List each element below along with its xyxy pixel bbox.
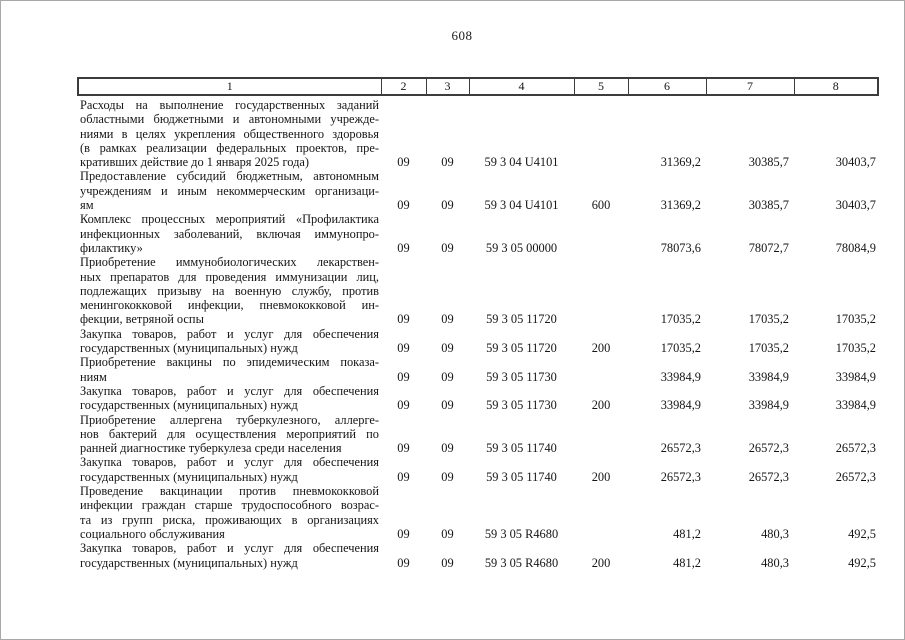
subsection-code-cell: 09 — [441, 312, 454, 327]
description-line: Расходы на выполнение государственных заданий — [80, 98, 379, 112]
description-line: ранней диагностике туберкулеза среди населения — [80, 441, 342, 456]
description-line: Закупка товаров, работ и услуг для обеспечения — [80, 326, 379, 341]
subsection-code-cell: 09 — [441, 369, 454, 384]
section-code-cell: 09 — [397, 240, 410, 255]
target-item-code-cell: 59 3 05 R4680 — [484, 526, 559, 541]
subsection-code-cell: 09 — [441, 526, 454, 541]
description-line: Предоставление субсидий бюджетным, автономным — [80, 169, 379, 184]
description-line: Проведение вакцинации против пневмококковой — [80, 484, 379, 499]
amount-col7-cell: 17035,2 — [748, 312, 789, 327]
column-header-7: 7 — [706, 78, 794, 95]
column-header-2: 2 — [381, 78, 426, 95]
amount-col8-cell: 33984,9 — [835, 369, 876, 384]
section-code-cell: 09 — [397, 155, 410, 170]
subsection-code-cell: 09 — [441, 341, 454, 356]
section-code-cell: 09 — [397, 369, 410, 384]
description-line: ям — [80, 198, 94, 213]
amount-col6-cell: 481,2 — [673, 526, 701, 541]
description-cell — [78, 255, 381, 326]
expense-type-code-cell — [574, 212, 628, 255]
table-row — [78, 484, 878, 541]
amount-col7-cell: 480,3 — [761, 526, 789, 541]
description-line: фекции, ветряной оспы — [80, 312, 204, 327]
budget-table — [77, 77, 879, 570]
description-cell — [78, 327, 381, 356]
amount-col6-cell: 31369,2 — [660, 198, 701, 213]
target-item-code-cell: 59 3 04 U4101 — [484, 198, 559, 213]
expense-type-code-cell: 200 — [591, 555, 611, 570]
description-line: учреждениям и иным некоммерческим организаци- — [80, 183, 379, 198]
description-line: та из групп риска, проживающих в организациях — [80, 512, 379, 527]
amount-col6-cell: 31369,2 — [660, 155, 701, 170]
description-line: ных препаратов для проведения иммунизации лиц, — [80, 269, 379, 284]
amount-col8-cell: 78084,9 — [835, 240, 876, 255]
table-row — [78, 384, 878, 413]
target-item-code-cell: 59 3 05 11730 — [486, 369, 557, 384]
column-header-5: 5 — [574, 78, 628, 95]
subsection-code-cell: 09 — [441, 441, 454, 456]
section-code-cell: 09 — [397, 555, 410, 570]
amount-col7-cell: 33984,9 — [748, 369, 789, 384]
amount-col8-cell: 33984,9 — [835, 398, 876, 413]
table-row — [78, 455, 878, 484]
description-line: государственных (муниципальных) нужд — [80, 469, 298, 484]
description-cell — [78, 355, 381, 384]
expense-type-code-cell: 200 — [591, 469, 611, 484]
expense-type-code-cell: 600 — [591, 198, 611, 213]
description-line: кративших действие до 1 января 2025 года) — [80, 155, 310, 170]
section-code-cell: 09 — [397, 398, 410, 413]
table-row — [78, 541, 878, 570]
target-item-code-cell: 59 3 05 00000 — [485, 240, 558, 255]
subsection-code-cell: 09 — [441, 398, 454, 413]
amount-col7-cell: 78072,7 — [748, 240, 789, 255]
expense-type-code-cell — [574, 484, 628, 541]
table-row — [78, 327, 878, 356]
amount-col7-cell: 30385,7 — [748, 155, 789, 170]
description-cell — [78, 384, 381, 413]
description-cell — [78, 212, 381, 255]
amount-col6-cell: 26572,3 — [660, 441, 701, 456]
description-line: менингококковой инфекции, пневмококковой ин- — [80, 298, 379, 313]
description-line: ниям — [80, 369, 107, 384]
table-row — [78, 212, 878, 255]
description-line: государственных (муниципальных) нужд — [80, 341, 298, 356]
amount-col7-cell: 17035,2 — [748, 341, 789, 356]
expense-type-code-cell: 200 — [591, 398, 611, 413]
amount-col6-cell: 78073,6 — [660, 240, 701, 255]
section-code-cell: 09 — [397, 198, 410, 213]
subsection-code-cell: 09 — [441, 155, 454, 170]
target-item-code-cell: 59 3 05 11740 — [486, 469, 557, 484]
amount-col6-cell: 26572,3 — [660, 469, 701, 484]
amount-col7-cell: 26572,3 — [748, 469, 789, 484]
description-line: государственных (муниципальных) нужд — [80, 555, 298, 570]
amount-col8-cell: 30403,7 — [835, 198, 876, 213]
column-header-8: 8 — [794, 78, 878, 95]
amount-col8-cell: 30403,7 — [835, 155, 876, 170]
amount-col6-cell: 33984,9 — [660, 398, 701, 413]
description-line: Закупка товаров, работ и услуг для обеспечения — [80, 383, 379, 398]
description-line: ниями в целях укрепления общественного здоровья — [80, 126, 379, 141]
target-item-code-cell: 59 3 04 U4101 — [484, 155, 559, 170]
description-line: Закупка товаров, работ и услуг для обеспечения — [80, 455, 379, 470]
table-row — [78, 169, 878, 212]
description-cell — [78, 541, 381, 570]
expense-type-code-cell — [574, 355, 628, 384]
subsection-code-cell: 09 — [441, 555, 454, 570]
amount-col7-cell: 33984,9 — [748, 398, 789, 413]
subsection-code-cell: 09 — [441, 198, 454, 213]
amount-col8-cell: 17035,2 — [835, 341, 876, 356]
section-code-cell: 09 — [397, 441, 410, 456]
column-header-6: 6 — [628, 78, 706, 95]
target-item-code-cell: 59 3 05 11720 — [486, 312, 557, 327]
description-line: Приобретение аллергена туберкулезного, аллерге- — [80, 412, 379, 427]
description-line: Приобретение иммунобиологических лекарствен- — [80, 255, 379, 270]
description-line: инфекции граждан старше трудоспособного возрас- — [80, 498, 379, 513]
description-cell — [78, 413, 381, 456]
amount-col6-cell: 33984,9 — [660, 369, 701, 384]
expense-type-code-cell — [574, 95, 628, 169]
table-row — [78, 355, 878, 384]
table-row — [78, 255, 878, 326]
amount-col6-cell: 481,2 — [673, 555, 701, 570]
target-item-code-cell: 59 3 05 11720 — [486, 341, 557, 356]
amount-col7-cell: 480,3 — [761, 555, 789, 570]
amount-col8-cell: 26572,3 — [835, 469, 876, 484]
column-header-1: 1 — [78, 78, 381, 95]
table-row — [78, 95, 878, 169]
description-line: (в рамках реализации федеральных проектов, пре- — [80, 140, 379, 155]
description-cell — [78, 169, 381, 212]
description-line: Комплекс процессных мероприятий «Профилактика — [80, 212, 379, 227]
description-line: социального обслуживания — [80, 526, 225, 541]
amount-col8-cell: 26572,3 — [835, 441, 876, 456]
section-code-cell: 09 — [397, 341, 410, 356]
amount-col8-cell: 492,5 — [848, 526, 876, 541]
description-line: государственных (муниципальных) нужд — [80, 398, 298, 413]
target-item-code-cell: 59 3 05 11740 — [486, 441, 557, 456]
description-cell — [78, 484, 381, 541]
expense-type-code-cell: 200 — [591, 341, 611, 356]
description-line: Приобретение вакцины по эпидемическим показа- — [80, 355, 379, 370]
description-line: Закупка товаров, работ и услуг для обеспечения — [80, 541, 379, 556]
amount-col8-cell: 17035,2 — [835, 312, 876, 327]
description-cell — [78, 455, 381, 484]
page-number: 608 — [451, 28, 473, 43]
amount-col7-cell: 30385,7 — [748, 198, 789, 213]
table-row — [78, 413, 878, 456]
amount-col8-cell: 492,5 — [848, 555, 876, 570]
description-line: инфекционных заболеваний, включая иммунопро- — [80, 226, 379, 241]
section-code-cell: 09 — [397, 312, 410, 327]
subsection-code-cell: 09 — [441, 469, 454, 484]
description-line: подлежащих призыву на военную службу, против — [80, 283, 379, 298]
expense-type-code-cell — [574, 413, 628, 456]
target-item-code-cell: 59 3 05 11730 — [486, 398, 557, 413]
description-line: нов бактерий для осуществления мероприятий по — [80, 426, 379, 441]
table-header-row — [78, 78, 878, 95]
section-code-cell: 09 — [397, 526, 410, 541]
description-cell — [78, 95, 381, 169]
subsection-code-cell: 09 — [441, 240, 454, 255]
target-item-code-cell: 59 3 05 R4680 — [484, 555, 559, 570]
amount-col6-cell: 17035,2 — [660, 341, 701, 356]
description-line: филактику» — [80, 240, 143, 255]
column-header-4: 4 — [469, 78, 574, 95]
section-code-cell: 09 — [397, 469, 410, 484]
amount-col6-cell: 17035,2 — [660, 312, 701, 327]
description-line: областными бюджетными и автономными учрежде- — [80, 112, 379, 127]
amount-col7-cell: 26572,3 — [748, 441, 789, 456]
expense-type-code-cell — [574, 255, 628, 326]
column-header-3: 3 — [426, 78, 469, 95]
